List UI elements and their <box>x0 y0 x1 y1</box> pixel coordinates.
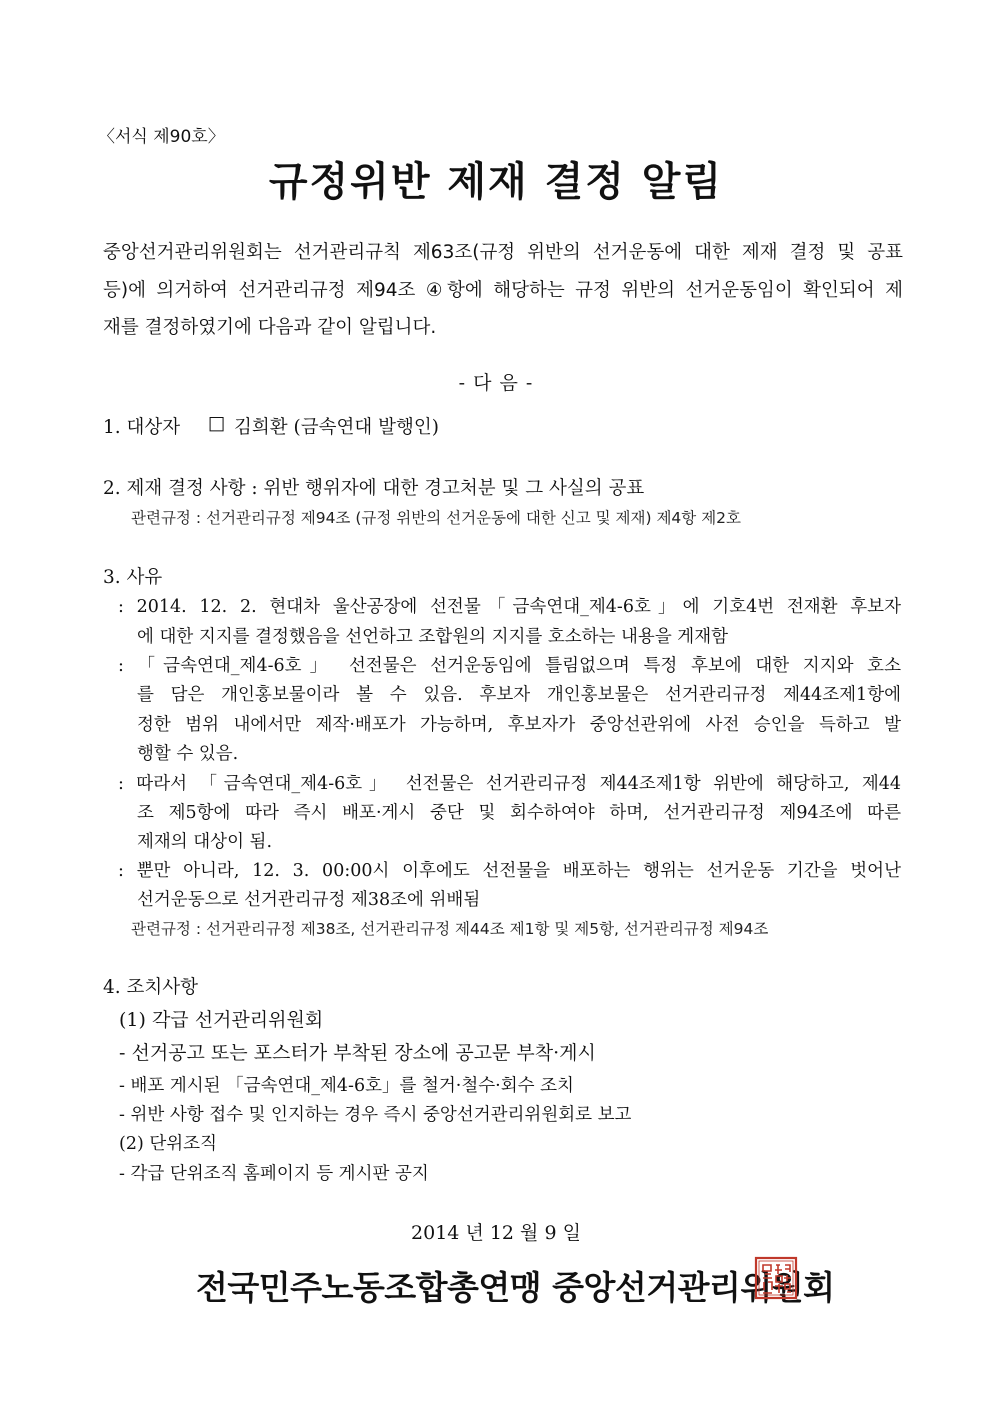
intro-line-2: 등)에 의거하여 선거관리규정 제94조 ④항에 해당하는 규정 위반의 선거운동임이 확인되어 제 <box>103 280 903 301</box>
section-3-heading: 3. 사유 <box>103 567 163 588</box>
subsection-2-heading: (2) 단위조직 <box>119 1134 217 1154</box>
action-item: - 선거공고 또는 포스터가 부착된 장소에 공고문 부착·게시 <box>119 1042 596 1064</box>
target-person: 김희환 (금속연대 발행인) <box>234 417 439 438</box>
intro-line-3: 재를 결정하였기에 다음과 같이 알립니다. <box>103 317 437 338</box>
official-seal-icon <box>754 1256 798 1300</box>
reason-line: 를 담은 개인홍보물이라 볼 수 있음. 후보자 개인홍보물은 선거관리규정 제44조제1항에 <box>137 685 901 705</box>
reason-line: : 뿐만 아니라, 12. 3. 00:00시 이후에도 선전물을 배포하는 행위는 선거운동 기간을 벗어난 <box>118 861 901 881</box>
reason-line: 선거운동으로 선거관리규정 제38조에 위배됨 <box>137 890 481 910</box>
reason-line: 에 대한 지지를 결정했음을 선언하고 조합원의 지지를 호소하는 내용을 게재함 <box>137 627 729 647</box>
action-item: - 배포 게시된 「금속연대_제4-6호」를 철거·철수·회수 조치 <box>119 1076 574 1096</box>
reason-line: 조 제5항에 따라 즉시 배포·게시 중단 및 회수하여야 하며, 선거관리규정 제94조에 따른 <box>137 803 901 823</box>
section-2-reference: 관련규정 : 선거관리규정 제94조 (규정 위반의 선거운동에 대한 신고 및 제재) 제4항 제2호 <box>131 509 741 527</box>
section-2-heading: 2. 제재 결정 사항 : 위반 행위자에 대한 경고처분 및 그 사실의 공표 <box>103 478 645 499</box>
organization-name: 전국민주노동조합총연맹 중앙선거관리위원회 <box>196 1268 835 1307</box>
divider-heading: - 다 음 - <box>458 372 534 394</box>
section-1-heading: 1. 대상자 <box>103 417 181 438</box>
reason-line: 제재의 대상이 됨. <box>137 832 273 852</box>
section-4-heading: 4. 조치사항 <box>103 977 199 998</box>
reason-line: 정한 범위 내에서만 제작·배포가 가능하며, 후보자가 중앙선관위에 사전 승인을 득하고 발 <box>137 715 901 735</box>
intro-line-1: 중앙선거관리위원회는 선거관리규칙 제63조(규정 위반의 선거운동에 대한 제재 결정 및 공표 <box>103 242 903 263</box>
issue-date: 2014 년 12 월 9 일 <box>411 1222 581 1244</box>
reason-line: : 「금속연대_제4-6호」 선전물은 선거운동임에 틀림없으며 특정 후보에 대한 지지와 호소 <box>118 656 901 676</box>
checkbox-icon: □ <box>208 413 226 434</box>
action-item: - 각급 단위조직 홈페이지 등 게시판 공지 <box>119 1164 429 1184</box>
reason-line: 행할 수 있음. <box>137 744 239 764</box>
action-item: - 위반 사항 접수 및 인지하는 경우 즉시 중앙선거관리위원회로 보고 <box>119 1105 632 1125</box>
subsection-1-heading: (1) 각급 선거관리위원회 <box>119 1009 324 1031</box>
page-title: 규정위반 제재 결정 알림 <box>268 159 724 205</box>
reason-line: : 2014. 12. 2. 현대차 울산공장에 선전물「금속연대_제4-6호」에 기호4번 전재환 후보자 <box>118 597 901 617</box>
section-3-reference: 관련규정 : 선거관리규정 제38조, 선거관리규정 제44조 제1항 및 제5항, 선거관리규정 제94조 <box>131 920 769 938</box>
form-number: 〈서식 제90호〉 <box>98 127 225 147</box>
reason-line: : 따라서 「금속연대_제4-6호」 선전물은 선거관리규정 제44조제1항 위반에 해당하고, 제44 <box>118 774 901 794</box>
